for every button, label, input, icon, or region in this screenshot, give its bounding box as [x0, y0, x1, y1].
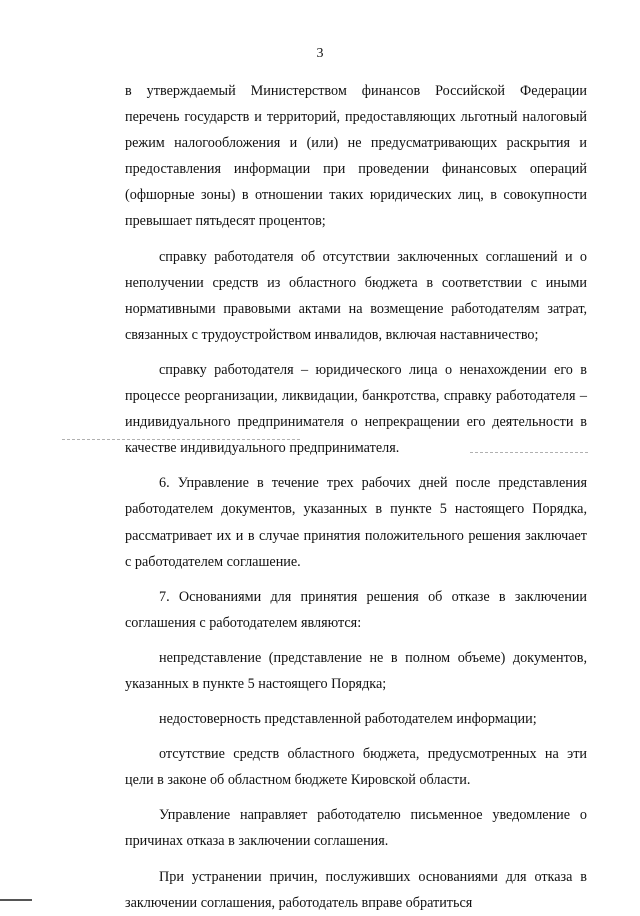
scan-corner-mark — [0, 899, 32, 901]
paragraph: недостоверность представленной работодателем информации; — [159, 711, 537, 728]
paragraph: При устранении причин, послуживших основаниями для отказа в заключении соглашения, работодатель вправе обратиться — [125, 868, 587, 911]
paragraph: Управление направляет работодателю письменное уведомление о причинах отказа в заключении соглашения. — [125, 807, 587, 850]
paragraph: отсутствие средств областного бюджета, предусмотренных на эти цели в законе об областном бюджете Кировской области. — [125, 746, 587, 789]
scan-artifact-line — [62, 439, 300, 440]
document-body — [125, 78, 587, 916]
scan-artifact-line — [470, 452, 588, 453]
paragraph: непредставление (представление не в полном объеме) документов, указанных в пункте 5 настоящего Порядка; — [125, 649, 587, 692]
paragraph: справку работодателя – юридического лица о ненахождении его в процессе реорганизации, ликвидации, банкротства, справку работодателя – индивидуального предпринимателя о непрекращении его деятельности в качестве индивидуального предпринимателя. — [125, 361, 587, 457]
page-number: 3 — [316, 46, 324, 61]
paragraph: справку работодателя об отсутствии заключенных соглашений и о неполучении средств из областного бюджета в соответствии с иными нормативными правовыми актами на возмещение работодателям затрат, связанных с трудоустройством инвалидов, включая наставничество; — [125, 248, 587, 343]
paragraph: 6. Управление в течение трех рабочих дней после представления работодателем документов, указанных в пункте 5 настоящего Порядка, рассматривает их и в случае принятия положительного решения заключает с работодателем соглашение. — [125, 475, 587, 570]
paragraph: в утверждаемый Министерством финансов Российской Федерации перечень государств и территорий, предоставляющих льготный налоговый режим налогообложения и (или) не предусматривающих раскрытия и предоставления информации при проведении финансовых операций (офшорные зоны) в отношении таких юридических лиц, в совокупности превышает пятьдесят процентов; — [125, 83, 587, 230]
paragraph: 7. Основаниями для принятия решения об отказе в заключении соглашения с работодателем являются: — [125, 588, 587, 631]
